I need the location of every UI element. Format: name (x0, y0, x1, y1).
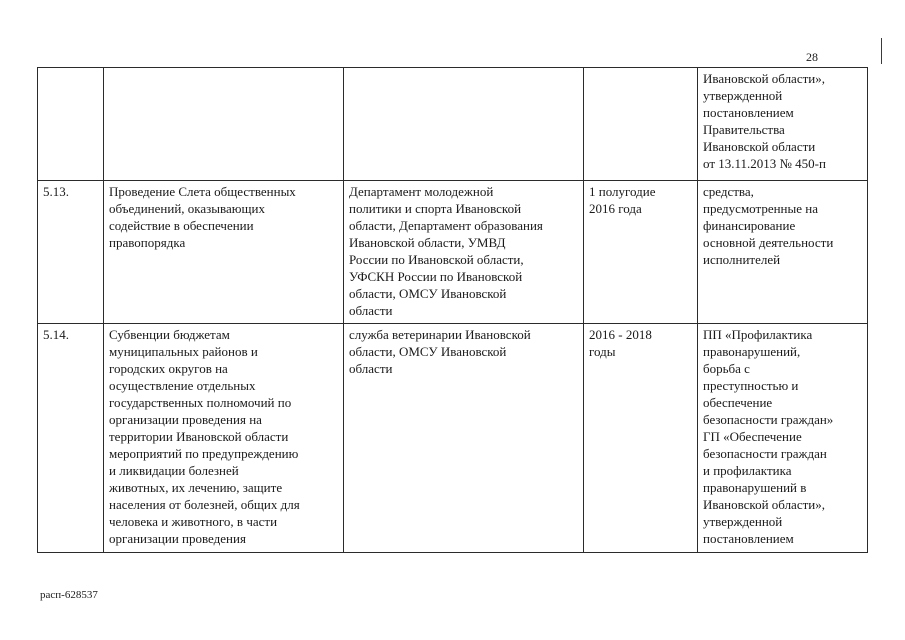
funding-cell (698, 324, 868, 553)
executors-cell (344, 68, 584, 181)
event-text: Проведение Слета общественных объединений, оказывающих содействие в обеспечении правопорядка (109, 184, 296, 250)
event-cell (104, 68, 344, 181)
funding-cell (698, 68, 868, 181)
funding-text: Ивановской области», утвержденной постановлением Правительства Ивановской области от 13.11.2013 № 450-п (703, 71, 826, 171)
row-number-cell (38, 68, 104, 181)
period-text: 1 полугодие 2016 года (589, 184, 656, 216)
page-number: 28 (806, 50, 818, 64)
measures-table (37, 67, 868, 553)
funding-cell (698, 181, 868, 324)
funding-text: средства, предусмотренные на финансирование основной деятельности исполнителей (703, 184, 834, 267)
row-number: 5.14. (43, 327, 69, 342)
period-cell (584, 181, 698, 324)
period-text: 2016 - 2018 годы (589, 327, 652, 359)
executors-cell (344, 181, 584, 324)
table-row (38, 324, 868, 553)
funding-text: ПП «Профилактика правонарушений, борьба с преступностью и обеспечение безопасности граждан» ГП «Обеспечение безопасности граждан и профилактика правонарушений в Ивановской области», утвержденной постановлением (703, 327, 834, 546)
period-cell (584, 324, 698, 553)
executors-text: Департамент молодежной политики и спорта Ивановской области, Департамент образования Ивановской области, УМВД России по Ивановской области, УФСКН России по Ивановской области, ОМСУ Ивановской области (349, 184, 543, 318)
document-code: расп-628537 (40, 589, 98, 601)
margin-mark (881, 38, 882, 64)
table-row (38, 181, 868, 324)
table-row (38, 68, 868, 181)
row-number-cell (38, 324, 104, 553)
row-number: 5.13. (43, 184, 69, 199)
row-number-cell (38, 181, 104, 324)
executors-text: служба ветеринарии Ивановской области, ОМСУ Ивановской области (349, 327, 531, 376)
period-cell (584, 68, 698, 181)
event-cell (104, 324, 344, 553)
event-cell (104, 181, 344, 324)
event-text: Субвенции бюджетам муниципальных районов и городских округов на осуществление отдельных государственных полномочий по организации проведения на территории Ивановской области мероприятий по предупреждению и ликвидации болезней животных, их лечению, защите населения от болезней, общих для человека и животного, в части организации проведения (109, 327, 300, 546)
executors-cell (344, 324, 584, 553)
